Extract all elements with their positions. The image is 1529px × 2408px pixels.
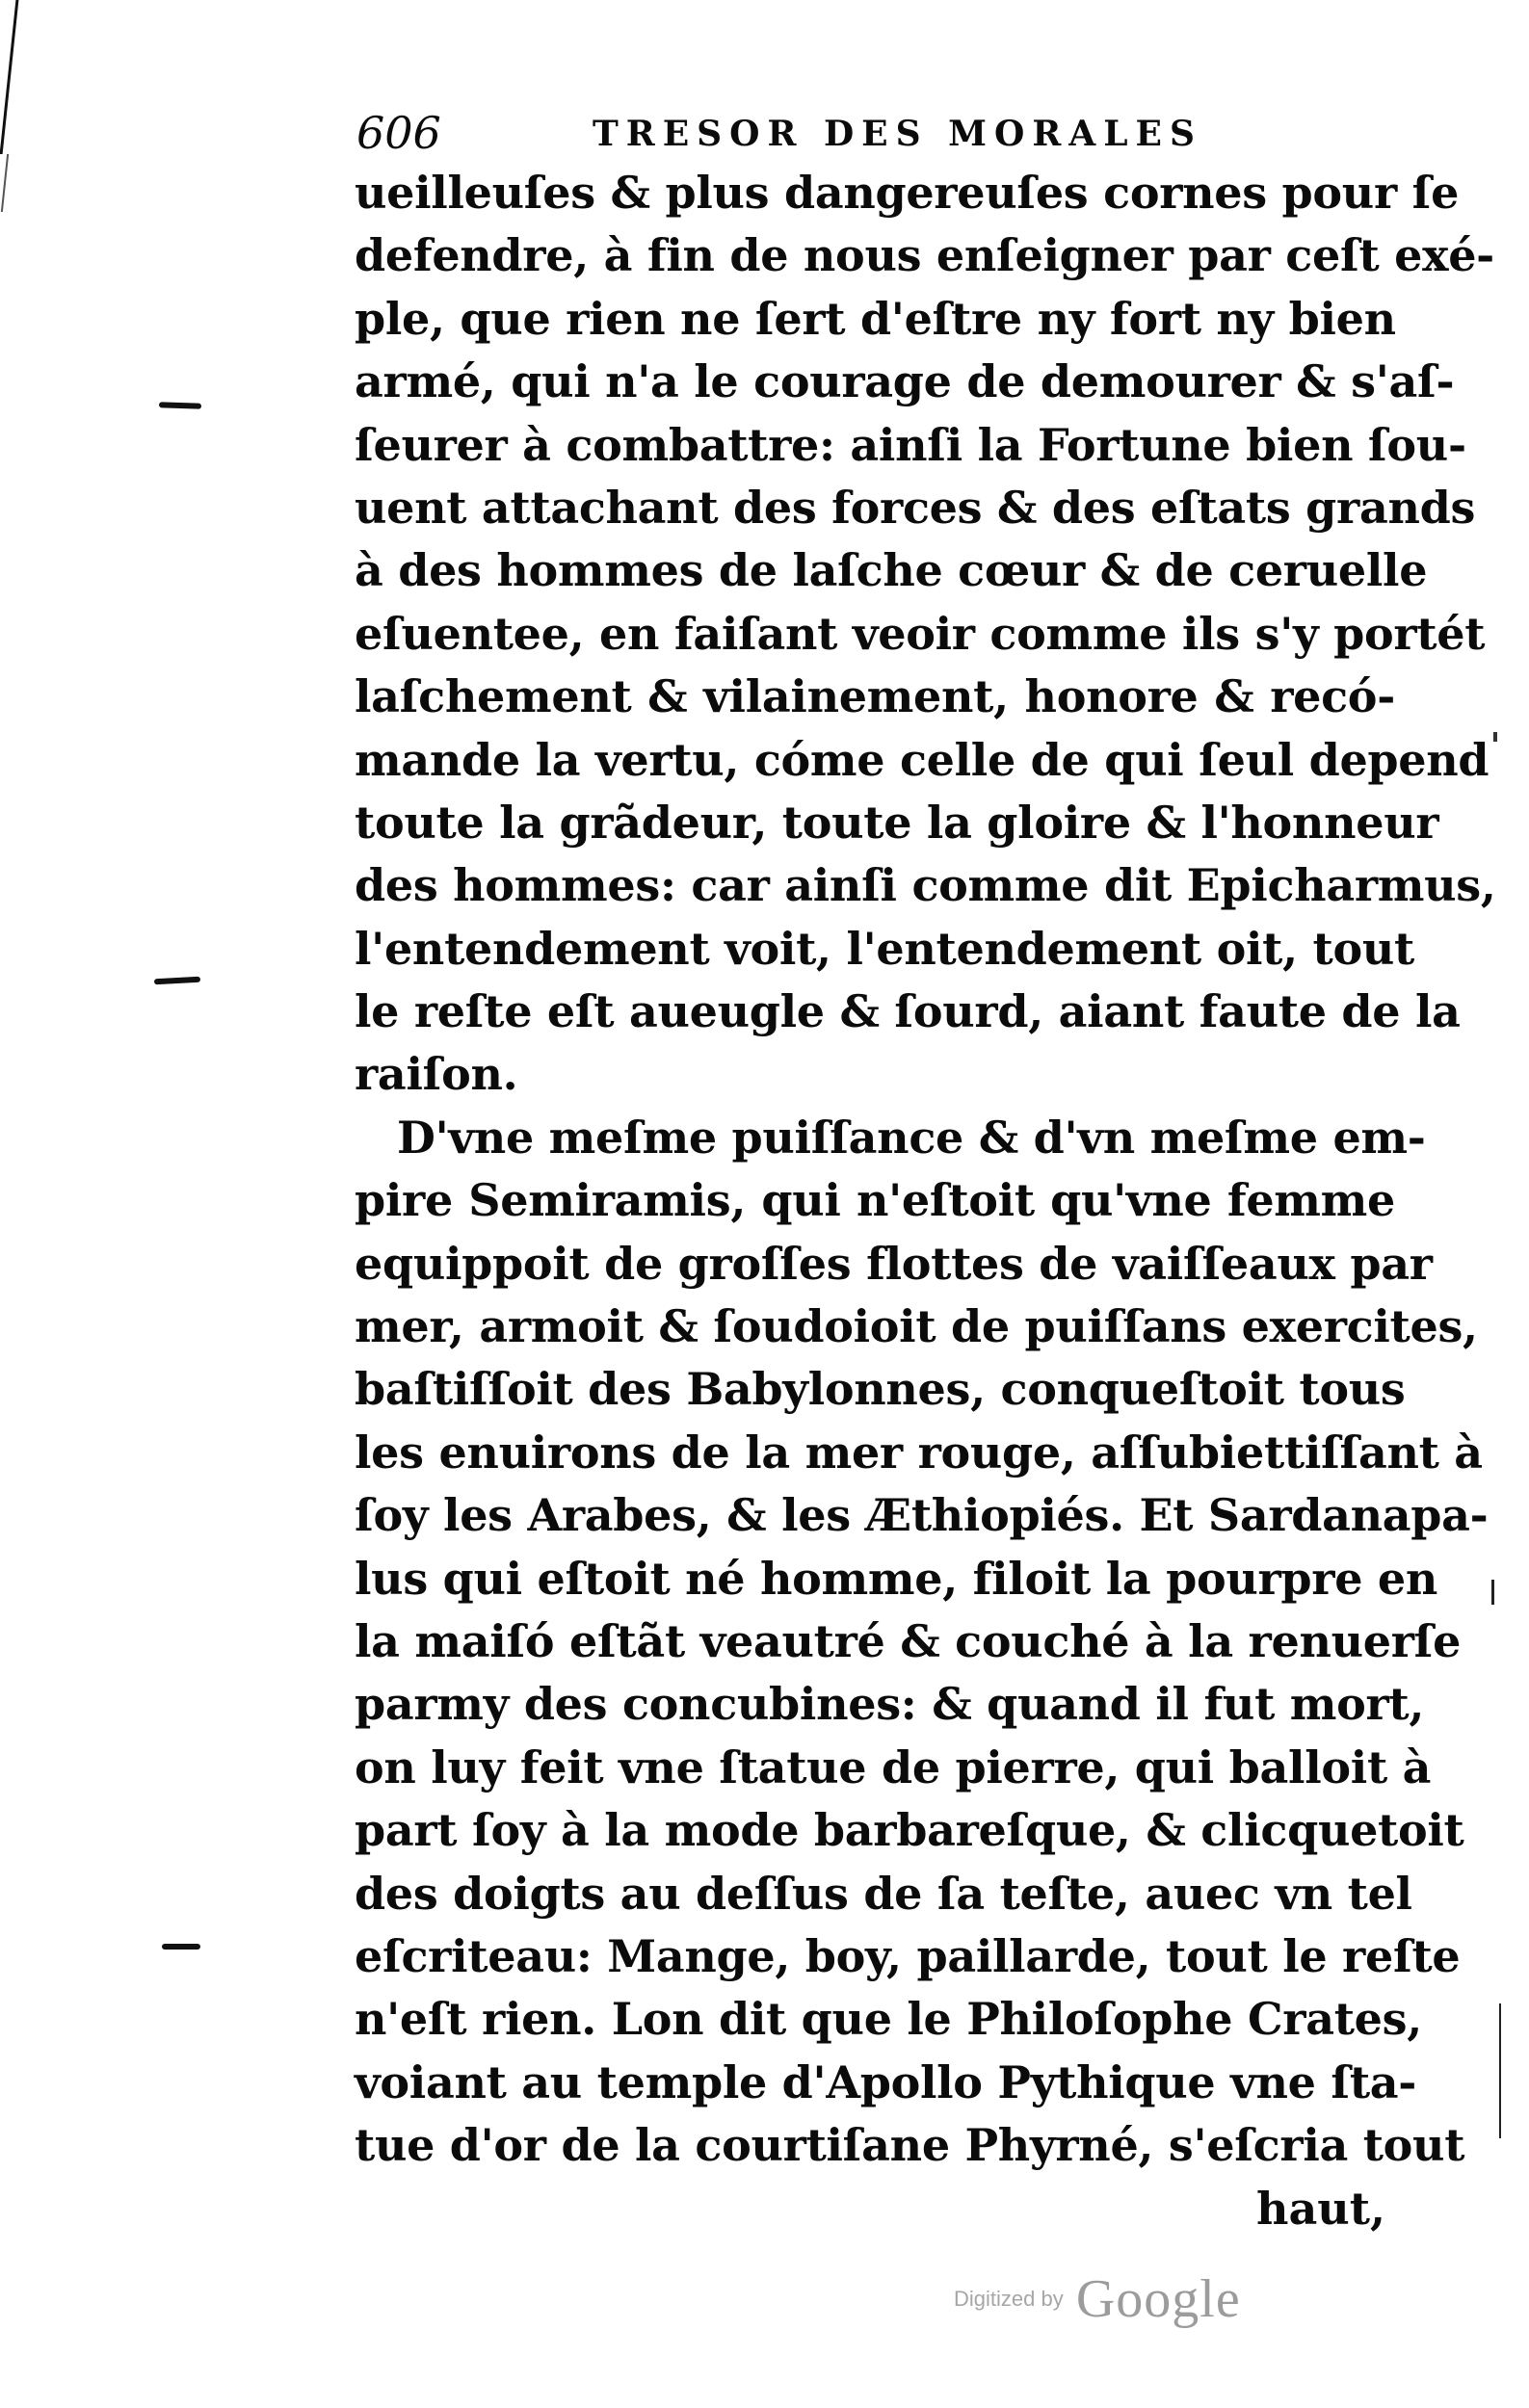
text-line: baſtiſſoit des Babylonnes, conqueſtoit tous	[355, 1363, 1406, 1416]
text-line: ple, que rien ne ſert d'eſtre ny fort ny bien	[355, 292, 1396, 345]
scan-edge-mark	[0, 0, 18, 154]
google-logo: Google	[1075, 2269, 1241, 2329]
text-line: des doigts au deſſus de ſa teſte, auec vn tel	[355, 1867, 1412, 1920]
text-line: mer, armoit & ſoudoioit de puiſſans exercites,	[355, 1300, 1478, 1353]
text-line: le reſte eſt aueugle & ſourd, aiant faute de la	[355, 985, 1461, 1038]
text-line: n'eſt rien. Lon dit que le Philoſophe Crates,	[355, 1993, 1422, 2046]
margin-mark	[159, 402, 201, 409]
text-line: lus qui eſtoit né homme, filoit la pourpre en	[355, 1552, 1438, 1605]
margin-speck	[1491, 1580, 1494, 1605]
scan-edge-mark-faint	[1, 154, 9, 212]
margin-mark	[162, 1944, 200, 1950]
text-line: tue d'or de la courtiſane Phyrné, s'eſcria tout	[355, 2119, 1465, 2172]
watermark-prefix: Digitized by	[954, 2287, 1064, 2311]
text-line: parmy des concubines: & quand il fut mort,	[355, 1678, 1425, 1731]
text-line: equippoit de groſſes flottes de vaiſſeaux par	[355, 1237, 1433, 1290]
text-line: à des hommes de laſche cœur & de ceruelle	[355, 544, 1428, 597]
text-line: l'entendement voit, l'entendement oit, tout	[355, 922, 1414, 975]
running-title: TRESOR DES MORALES	[593, 114, 1202, 154]
text-line: raiſon.	[355, 1048, 518, 1101]
scan-edge-mark-right	[1499, 2003, 1501, 2138]
text-line: defendre, à fin de nous enſeigner par ceſt exé-	[355, 229, 1494, 282]
text-line: part ſoy à la mode barbareſque, & clicquetoit	[355, 1804, 1464, 1857]
text-line: eſuentee, en faiſant veoir comme ils s'y portét	[355, 607, 1486, 660]
digitized-watermark	[954, 2268, 1241, 2345]
text-line: voiant au temple d'Apollo Pythique vne ſta-	[355, 2055, 1417, 2108]
text-line: eſcriteau: Mange, boy, paillarde, tout le reſte	[355, 1929, 1461, 1982]
page-number: 606	[356, 107, 441, 159]
text-line: mande la vertu, cóme celle de qui ſeul depend	[355, 733, 1489, 786]
catchword: haut,	[1256, 2182, 1385, 2235]
text-line: armé, qui n'a le courage de demourer & s'aſ-	[355, 355, 1455, 408]
margin-mark	[154, 977, 200, 985]
margin-speck	[1493, 732, 1497, 742]
text-line: ſoy les Arabes, & les Æthiopiés. Et Sardanapa-	[355, 1489, 1489, 1542]
text-line: les enuirons de la mer rouge, aſſubiettiſſant à	[355, 1426, 1483, 1479]
paragraph-first-line: D'vne meſme puiſſance & d'vn meſme em-	[397, 1111, 1426, 1164]
text-line: ſeurer à combattre: ainſi la Fortune bien ſou-	[355, 418, 1466, 471]
text-line: laſchement & vilainement, honore & recó-	[355, 670, 1395, 723]
page-header	[356, 104, 1281, 162]
text-line: la maiſó eſtãt veautré & couché à la renuerſe	[355, 1614, 1462, 1667]
text-line: on luy feit vne ſtatue de pierre, qui balloit à	[355, 1741, 1432, 1793]
body-text	[355, 162, 1496, 2240]
text-line: uent attachant des forces & des eſtats grands	[355, 481, 1476, 534]
text-line: ueilleuſes & plus dangereuſes cornes pour ſe	[355, 167, 1460, 219]
text-line: des hommes: car ainſi comme dit Epicharmus,	[355, 859, 1496, 912]
text-line: toute la grãdeur, toute la gloire & l'honneur	[355, 796, 1439, 849]
text-line: pire Semiramis, qui n'eſtoit qu'vne femme	[355, 1174, 1395, 1227]
